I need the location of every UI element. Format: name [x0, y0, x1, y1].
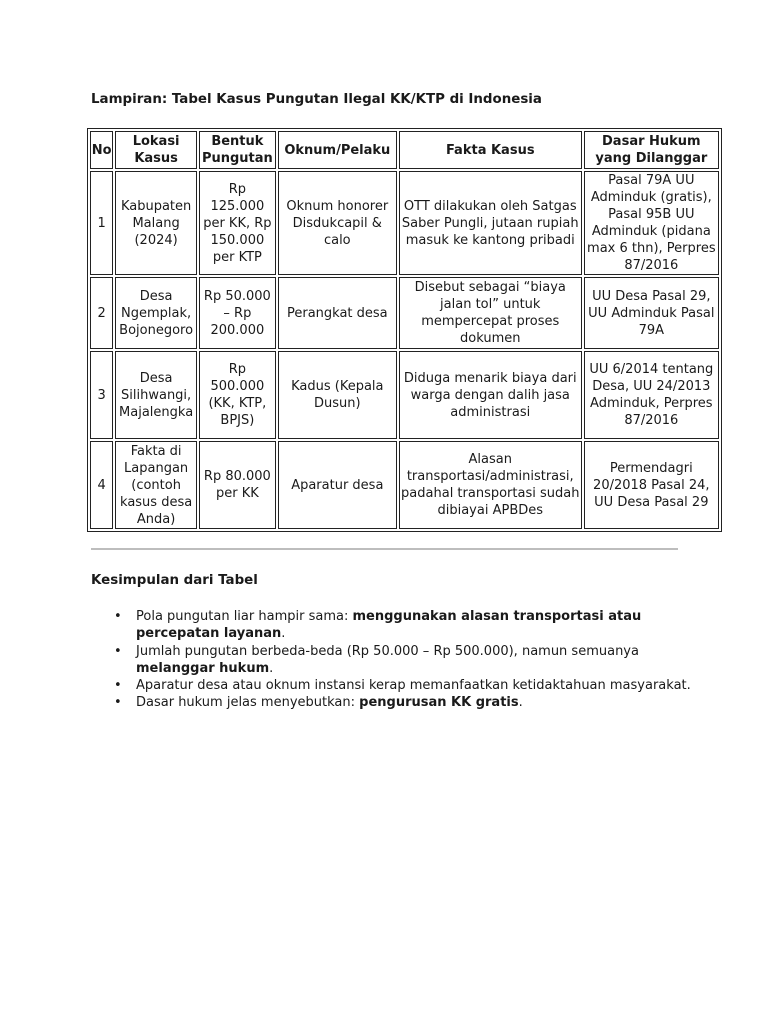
conclusion-title: Kesimpulan dari Tabel: [91, 573, 258, 588]
header-location: Lokasi Kasus: [115, 131, 197, 169]
cell-location: Kabupaten Malang (2024): [115, 171, 197, 275]
header-levy-form: Bentuk Pungutan: [199, 131, 276, 169]
cell-levy-form: Rp 500.000 (KK, KTP, BPJS): [199, 351, 276, 439]
bullet-icon: •: [114, 643, 122, 659]
cell-case-facts: Diduga menarik biaya dari warga dengan dalih jasa administrasi: [399, 351, 582, 439]
cell-case-facts: OTT dilakukan oleh Satgas Saber Pungli, jutaan rupiah masuk ke kantong pribadi: [399, 171, 582, 275]
list-item-suffix: .: [518, 695, 523, 711]
list-item-text: Dasar hukum jelas menyebutkan:: [136, 695, 360, 711]
header-legal-basis: Dasar Hukum yang Dilanggar: [584, 131, 719, 169]
bullet-icon: •: [114, 678, 122, 694]
cell-no: 1: [90, 171, 113, 275]
case-table: [87, 128, 722, 532]
bullet-icon: •: [114, 609, 122, 624]
table-header-row: [90, 131, 719, 169]
list-item-suffix: .: [281, 626, 286, 642]
cell-perpetrator: Aparatur desa: [278, 441, 397, 529]
cell-levy-form: Rp 50.000 – Rp 200.000: [199, 277, 276, 349]
list-item-emphasis: pengurusan KK gratis: [359, 695, 519, 711]
cell-no: 4: [90, 441, 113, 529]
cell-no: 2: [90, 277, 113, 349]
header-case-facts: Fakta Kasus: [399, 131, 582, 169]
list-item: [114, 694, 691, 711]
cell-case-facts: Alasan transportasi/administrasi, padahal transportasi sudah dibiayai APBDes: [399, 441, 582, 529]
cell-perpetrator: Kadus (Kepala Dusun): [278, 351, 397, 439]
cell-location: Desa Ngemplak, Bojonegoro: [115, 277, 197, 349]
cell-legal-basis: UU Desa Pasal 29, UU Adminduk Pasal 79A: [584, 277, 719, 349]
horizontal-divider: [91, 548, 678, 550]
table-row: [90, 171, 719, 275]
cell-levy-form: Rp 125.000 per KK, Rp 150.000 per KTP: [199, 171, 276, 275]
list-item-suffix: .: [269, 660, 274, 676]
cell-location: Fakta di Lapangan (contoh kasus desa Anda): [115, 441, 197, 529]
list-item-emphasis: melanggar hukum: [136, 660, 270, 676]
cell-perpetrator: Perangkat desa: [278, 277, 397, 349]
list-item: [114, 677, 691, 694]
conclusion-list: [91, 608, 691, 712]
bullet-icon: •: [114, 695, 122, 711]
table-row: [90, 441, 719, 529]
cell-no: 3: [90, 351, 113, 439]
cell-levy-form: Rp 80.000 per KK: [199, 441, 276, 529]
list-item: [114, 608, 691, 643]
list-item-text: Jumlah pungutan berbeda-beda (Rp 50.000 – Rp 500.000), namun semuanya: [136, 643, 639, 659]
cell-legal-basis: Permendagri 20/2018 Pasal 24, UU Desa Pasal 29: [584, 441, 719, 529]
list-item: [114, 643, 691, 678]
list-item-emphasis: menggunakan alasan transportasi atau percepatan layanan: [136, 609, 642, 642]
cell-case-facts: Disebut sebagai “biaya jalan tol” untuk mempercepat proses dokumen: [399, 277, 582, 349]
header-no: No: [90, 131, 113, 169]
list-item-text: Aparatur desa atau oknum instansi kerap memanfaatkan ketidaktahuan masyarakat.: [136, 678, 691, 694]
table-row: [90, 277, 719, 349]
cell-perpetrator: Oknum honorer Disdukcapil & calo: [278, 171, 397, 275]
cell-legal-basis: UU 6/2014 tentang Desa, UU 24/2013 Adminduk, Perpres 87/2016: [584, 351, 719, 439]
header-perpetrator: Oknum/Pelaku: [278, 131, 397, 169]
page-title: Lampiran: Tabel Kasus Pungutan Ilegal KK/KTP di Indonesia: [91, 92, 542, 107]
list-item-text: Pola pungutan liar hampir sama:: [136, 609, 353, 624]
cell-location: Desa Silihwangi, Majalengka: [115, 351, 197, 439]
cell-legal-basis: Pasal 79A UU Adminduk (gratis), Pasal 95B UU Adminduk (pidana max 6 thn), Perpres 87/2016: [584, 171, 719, 275]
table-row: [90, 351, 719, 439]
